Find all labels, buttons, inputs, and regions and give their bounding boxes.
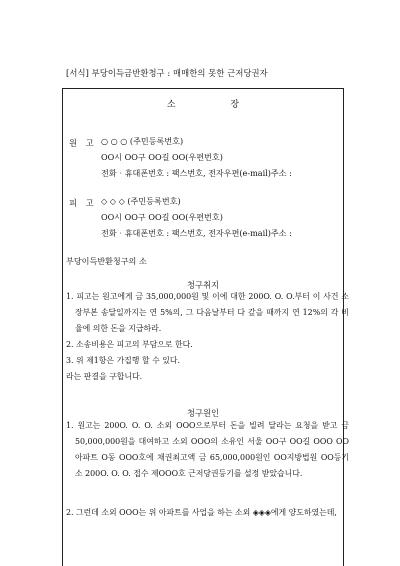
claim-purpose-item-1: 1. 피고는 원고에게 금 35,000,000원 및 이에 대한 200O. O. O.부터 이 사건 소장부본 송달일까지는 연 5%의, 그 다음날부터 다 갚을 때까지 연 12%의 각 비율에 의한 돈을 지급하라. (66, 292, 349, 333)
plaintiff-name: ○ ○ ○ (주민등록번호) (101, 136, 184, 146)
plaintiff-label: 원 고 (69, 138, 94, 148)
defendant-contact: 전화‧휴대폰번호 : 팩스번호, 전자우편(e-mail)주소 : (101, 228, 292, 238)
claim-purpose-item-3: 3. 위 제1항은 가집행 할 수 있다. (66, 356, 180, 365)
document-frame (62, 88, 349, 566)
plaintiff-address: OO시 OO구 OO길 OO(우편번호) (101, 152, 223, 162)
case-name: 부당이득반환청구의 소 (66, 256, 147, 266)
claim-purpose-heading: 청구취지 (186, 280, 220, 290)
claim-purpose-item-2: 2. 소송비용은 피고의 부담으로 한다. (66, 340, 193, 349)
claim-cause-item-2: 2. 그런데 소외 OOO는 위 아파트를 사업을 하는 소외 ◈◈◈에게 양도하였는데, (66, 508, 337, 517)
form-header: [서식] 부당이득금반환청구 : 매매한의 못한 근저당권자 (66, 68, 268, 78)
claim-cause-heading: 청구원인 (186, 408, 220, 418)
document-title: 소 장 (166, 100, 240, 110)
claim-purpose-closing: 라는 판결을 구합니다. (66, 372, 143, 381)
defendant-name: ◇ ◇ ◇ (주민등록번호) (101, 196, 181, 206)
defendant-label: 피 고 (69, 198, 94, 208)
plaintiff-contact: 전화‧휴대폰번호 : 팩스번호, 전자우편(e-mail)주소 : (101, 168, 292, 178)
claim-cause-item-1: 1. 원고는 200O. O. O. 소외 OOO으로부터 돈을 빌려 달라는 요청을 받고 금 50,000,000원을 대여하고 소외 OOO의 소유인 서울 OO구 OO길 OOO OO아파트 O동 OOO호에 채권최고액 금 65,000,000원인 OO지방법원 OO등기소 200O. O. O. 접수 제OOO호 근저당권등기를 설정 받았습니다. (66, 421, 349, 478)
defendant-address: OO시 OO구 OO길 OO(우편번호) (101, 212, 223, 222)
